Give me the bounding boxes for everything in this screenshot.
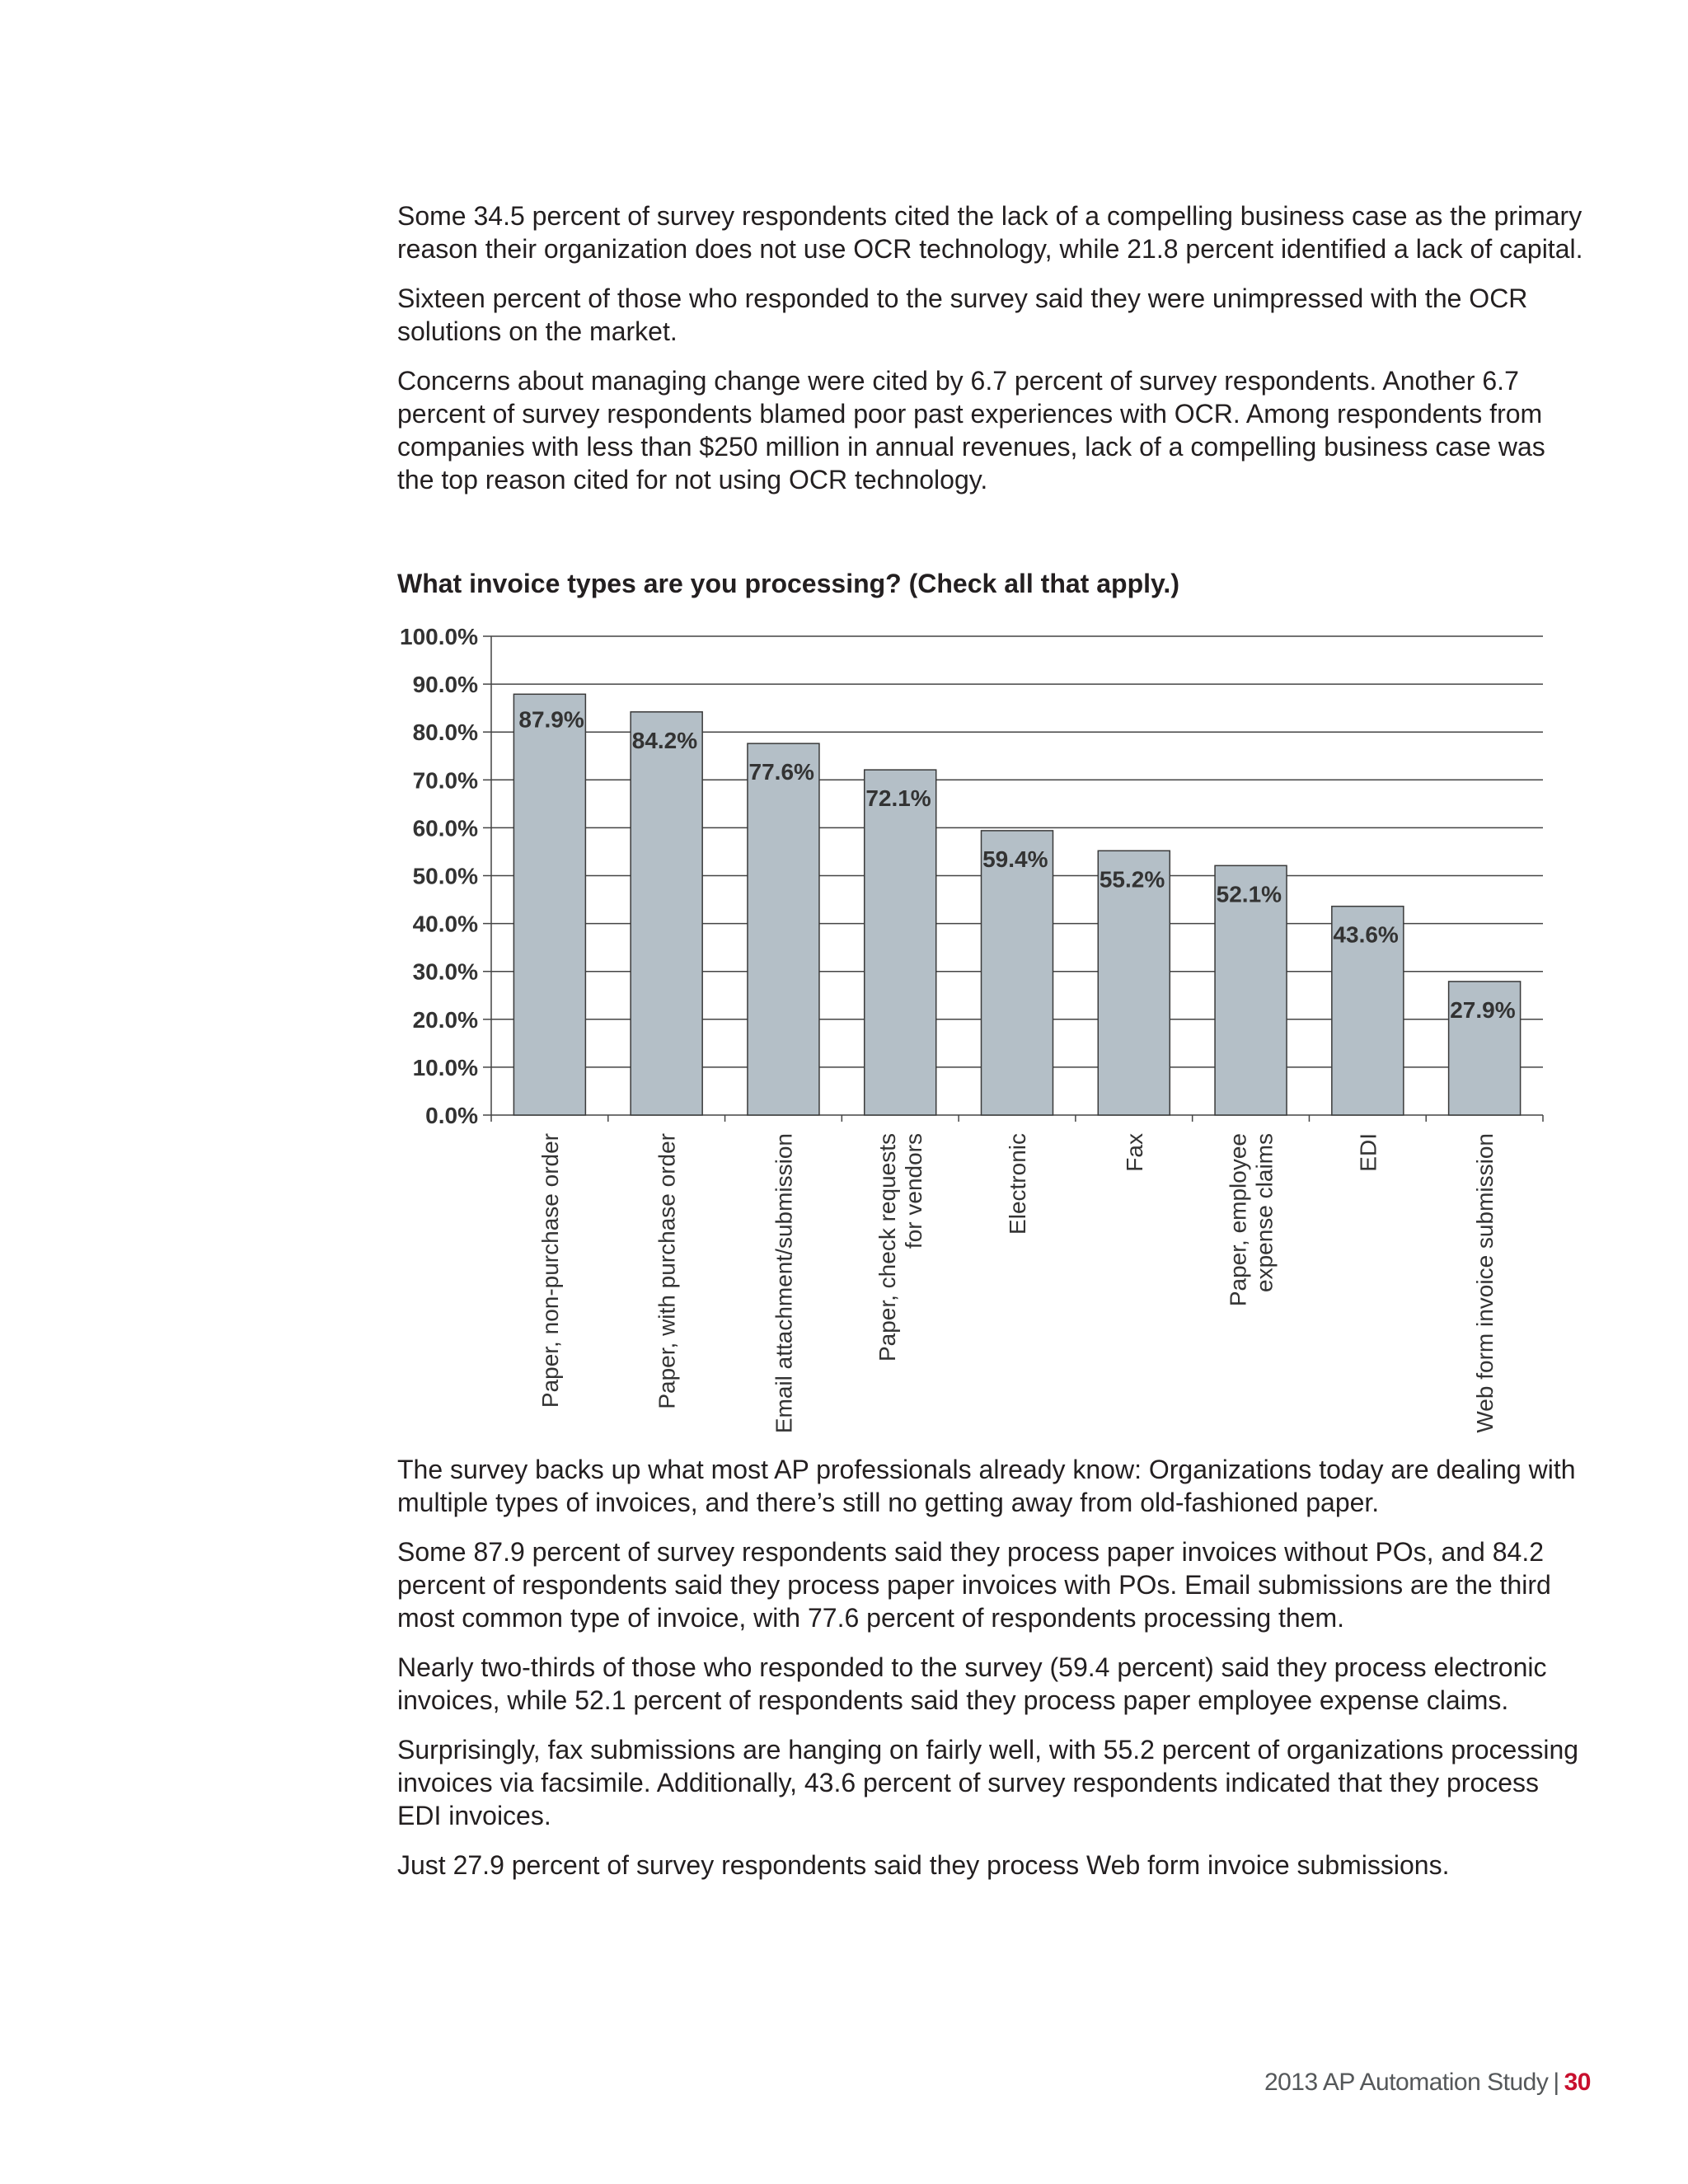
- footer-separator: |: [1553, 2069, 1559, 2096]
- x-category-label: [874, 1133, 926, 1361]
- paragraph: Some 87.9 percent of survey respondents said they process paper invoices without POs, and 84.2 percent of respondents said they process paper invoices with POs. Email submissions are the third most common type of invoice, with 77.6 percent of respondents processing them.: [397, 1537, 1551, 1633]
- bar: [748, 743, 819, 1115]
- x-category-label: [1005, 1133, 1030, 1235]
- x-category-label: [1355, 1133, 1381, 1172]
- y-tick-label: 0.0%: [425, 1103, 478, 1128]
- y-tick-label: 80.0%: [412, 719, 478, 746]
- paragraph: Nearly two-thirds of those who responded to the survey (59.4 percent) said they process electronic invoices, while 52.1 percent of respondents said they process paper employee expense claims.: [397, 1652, 1547, 1715]
- bar-value-label: 87.9%: [518, 706, 584, 733]
- x-category-label-line: Web form invoice submission: [1472, 1133, 1498, 1433]
- bar: [513, 694, 585, 1115]
- bar-value-label: 52.1%: [1216, 881, 1282, 907]
- x-category-label: [771, 1133, 796, 1433]
- chart-title: What invoice types are you processing? (Check all that apply.): [397, 569, 1179, 598]
- paragraph: Concerns about managing change were cited by 6.7 percent of survey respondents. Another 6.7 percent of survey respondents blamed poor past experiences with OCR. Among respondents from companies with less than $250 million in annual revenues, lack of a compelling business case was the top reason cited for not using OCR technology.: [397, 366, 1545, 494]
- bar: [631, 712, 702, 1115]
- x-category-label-line: expense claims: [1251, 1133, 1278, 1292]
- x-category-label: [537, 1133, 563, 1408]
- y-tick-label: 40.0%: [412, 911, 478, 937]
- x-category-label-line: Fax: [1121, 1133, 1147, 1172]
- x-category-label-line: Electronic: [1005, 1133, 1030, 1235]
- x-category-label-line: Paper, non-purchase order: [537, 1133, 563, 1408]
- outro-text: [397, 1453, 1584, 1898]
- x-category-label-line: EDI: [1355, 1133, 1381, 1172]
- bar: [865, 770, 936, 1115]
- y-tick-label: 50.0%: [412, 863, 478, 889]
- y-tick-label: 60.0%: [412, 815, 478, 841]
- x-category-label: [1122, 1133, 1147, 1172]
- paragraph: The survey backs up what most AP professionals already know: Organizations today are dealing with multiple types of invoices, and there’s still no getting away from old-fashioned paper.: [397, 1455, 1576, 1517]
- x-category-label-line: for vendors: [901, 1133, 927, 1249]
- footer-title: 2013 AP Automation Study: [1264, 2069, 1549, 2096]
- x-category-label-line: Paper, with purchase order: [654, 1133, 680, 1409]
- paragraph: Just 27.9 percent of survey respondents said they process Web form invoice submissions.: [397, 1850, 1450, 1880]
- paragraph: Surprisingly, fax submissions are hanging on fairly well, with 55.2 percent of organizations processing invoices via facsimile. Additionally, 43.6 percent of survey respondents indicated that they process EDI invoices.: [397, 1735, 1579, 1830]
- y-tick-label: 90.0%: [412, 672, 478, 698]
- bar-value-label: 84.2%: [631, 727, 698, 753]
- bar-value-label: 59.4%: [982, 846, 1048, 872]
- paragraph: Some 34.5 percent of survey respondents cited the lack of a compelling business case as the primary reason their organization does not use OCR technology, while 21.8 percent identified a lack of capital.: [397, 201, 1583, 264]
- bar-value-label: 43.6%: [1333, 921, 1399, 948]
- y-tick-label: 10.0%: [412, 1054, 478, 1080]
- x-category-label-line: Email attachment/submission: [771, 1133, 797, 1434]
- bar-value-label: 55.2%: [1099, 866, 1165, 893]
- bar-value-label: 27.9%: [1450, 996, 1516, 1023]
- x-category-label-line: Paper, employee: [1225, 1133, 1251, 1307]
- bar-value-label: 72.1%: [865, 785, 931, 812]
- x-category-label: [654, 1133, 680, 1409]
- y-tick-label: 100.0%: [400, 624, 478, 649]
- page-number: 30: [1564, 2069, 1591, 2096]
- page-footer: [1264, 2069, 1591, 2097]
- paragraph: Sixteen percent of those who responded to the survey said they were unimpressed with the OCR solutions on the market.: [397, 284, 1528, 346]
- x-category-label-line: Paper, check requests: [874, 1133, 901, 1362]
- bar-value-label: 77.6%: [748, 759, 814, 785]
- y-tick-label: 20.0%: [412, 1006, 478, 1033]
- bar: [982, 831, 1053, 1115]
- x-category-label: [1226, 1133, 1278, 1306]
- y-tick-label: 30.0%: [412, 958, 478, 985]
- y-tick-label: 70.0%: [412, 767, 478, 794]
- x-category-label: [1472, 1133, 1498, 1433]
